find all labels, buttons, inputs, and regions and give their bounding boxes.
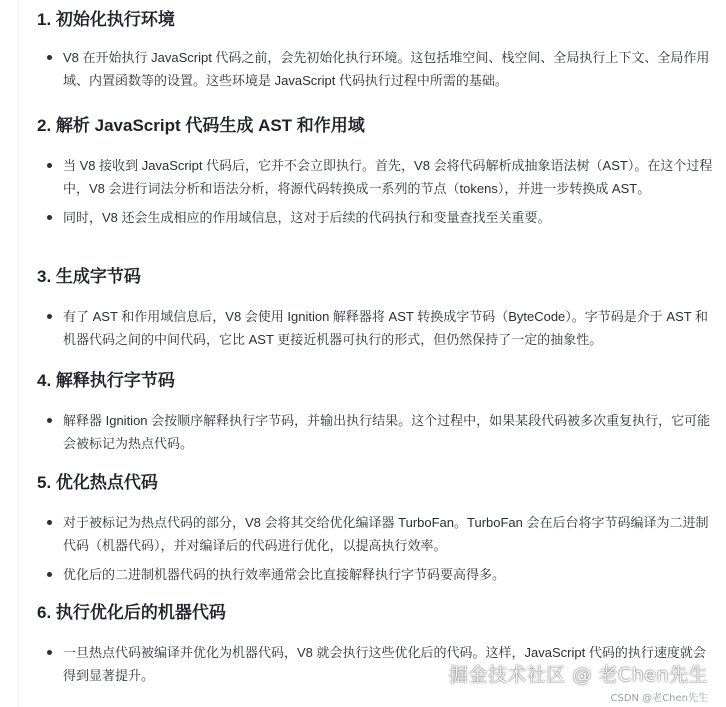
bullet-dot-icon xyxy=(47,314,52,319)
bullet-list xyxy=(37,409,717,455)
bullet-list xyxy=(37,511,717,586)
section-init-environment xyxy=(37,8,717,92)
section-parse-ast xyxy=(37,114,717,229)
section-generate-bytecode xyxy=(37,265,717,351)
list-item xyxy=(37,305,717,351)
bullet-dot-icon xyxy=(47,215,52,220)
list-item-text: 当 V8 接收到 JavaScript 代码后，它并不会立即执行。首先，V8 会将代码解析成抽象语法树（AST）。在这个过程中，V8 会进行词法分析和语法分析，将源代码转换成一系列的节点（tokens），并进一步转换成 AST。 xyxy=(63,158,713,196)
bullet-dot-icon xyxy=(47,55,52,60)
bullet-dot-icon xyxy=(47,418,52,423)
bullet-dot-icon xyxy=(47,163,52,168)
section-heading: 6. 执行优化后的机器代码 xyxy=(37,603,226,622)
list-item-text: 同时，V8 还会生成相应的作用域信息，这对于后续的代码执行和变量查找至关重要。 xyxy=(63,210,551,225)
list-item xyxy=(37,206,717,229)
list-item xyxy=(37,409,717,455)
bullet-dot-icon xyxy=(47,520,52,525)
section-heading: 3. 生成字节码 xyxy=(37,267,141,286)
section-heading: 4. 解释执行字节码 xyxy=(37,371,175,390)
list-item-text: 对于被标记为热点代码的部分，V8 会将其交给优化编译器 TurboFan。TurboFan 会在后台将字节码编译为二进制代码（机器代码），并对编译后的代码进行优化，以提高执行效率。 xyxy=(63,515,709,553)
section-heading: 1. 初始化执行环境 xyxy=(37,10,175,29)
bullet-list xyxy=(37,154,717,229)
list-item xyxy=(37,563,717,586)
bullet-list xyxy=(37,46,717,92)
csdn-watermark: CSDN @老Chen先生 xyxy=(610,693,708,704)
list-item-text: 解释器 Ignition 会按顺序解释执行字节码，并输出执行结果。这个过程中，如果某段代码被多次重复执行，它可能会被标记为热点代码。 xyxy=(63,413,711,451)
list-item xyxy=(37,511,717,557)
section-interpret-bytecode xyxy=(37,369,717,455)
juejin-watermark: 掘金技术社区 @ 老Chen先生 xyxy=(448,664,708,686)
list-item-text: 有了 AST 和作用域信息后，V8 会使用 Ignition 解释器将 AST 转换成字节码（ByteCode）。字节码是介于 AST 和机器代码之间的中间代码，它比 AST 更接近机器可执行的形式，但仍然保持了一定的抽象性。 xyxy=(63,309,709,347)
list-item xyxy=(37,154,717,200)
bullet-list xyxy=(37,305,717,351)
bullet-dot-icon xyxy=(47,572,52,577)
section-heading: 5. 优化热点代码 xyxy=(37,473,158,492)
section-heading: 2. 解析 JavaScript 代码生成 AST 和作用域 xyxy=(37,116,365,135)
list-item xyxy=(37,46,717,92)
list-item-text: 一旦热点代码被编译并优化为机器代码，V8 就会执行这些优化后的代码。这样，JavaScript 代码的执行速度就会得到显著提升。 xyxy=(63,645,706,683)
document-page xyxy=(18,0,719,707)
list-item-text: V8 在开始执行 JavaScript 代码之前，会先初始化执行环境。这包括堆空间、栈空间、全局执行上下文、全局作用域、内置函数等的设置。这些环境是 JavaScript 代码执行过程中所需的基础。 xyxy=(63,50,710,88)
list-item-text: 优化后的二进制机器代码的执行效率通常会比直接解释执行字节码要高得多。 xyxy=(63,567,506,582)
bullet-dot-icon xyxy=(47,650,52,655)
section-optimize-hot-code xyxy=(37,471,717,586)
